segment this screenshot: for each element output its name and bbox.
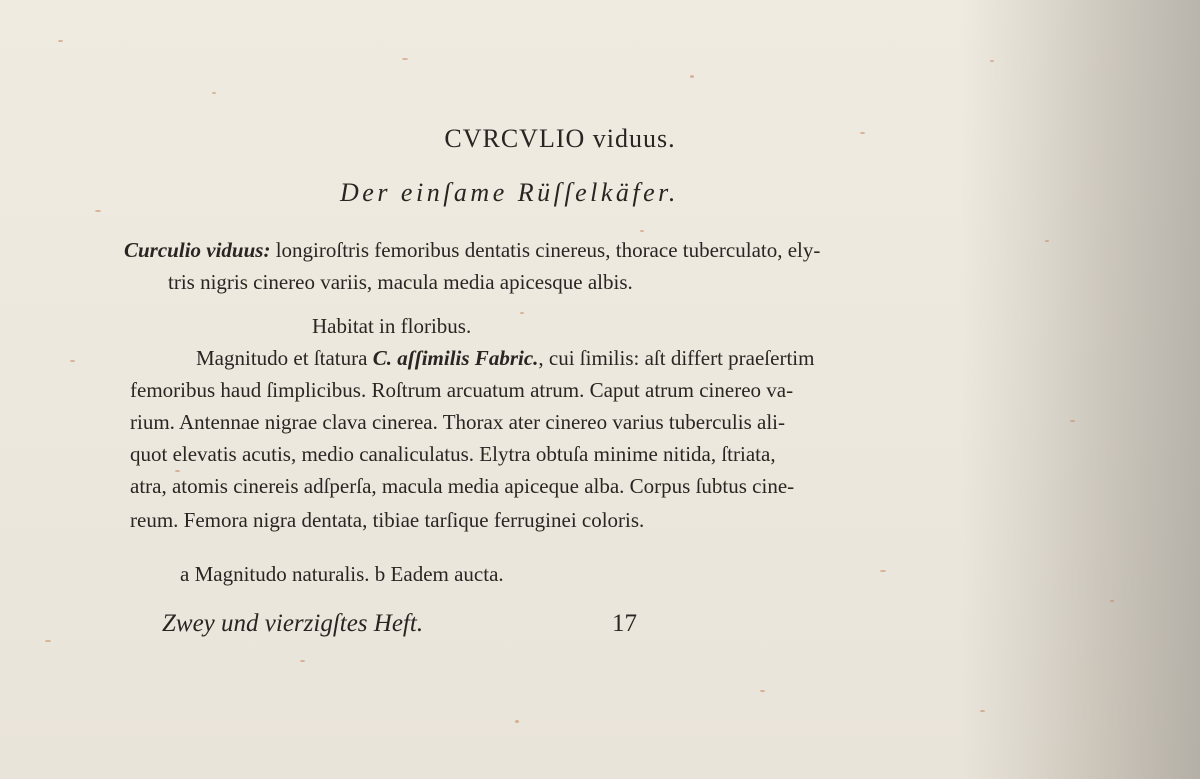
description-text: Magnitudo et ſtatura xyxy=(196,346,373,370)
species-name-italic: Curculio viduus: xyxy=(124,238,271,262)
habitat-line: Habitat in floribus. xyxy=(312,314,472,338)
description-line-6: reum. Femora nigra dentata, tibiae tarſique ferruginei coloris. xyxy=(130,508,645,532)
description-text: , cui ſimilis: aſt differt praeſertim xyxy=(538,346,815,370)
diagnosis-line-1 xyxy=(124,238,820,263)
description-line-1 xyxy=(196,346,814,371)
description-line-2: femoribus haud ſimplicibus. Roſtrum arcuatum atrum. Caput atrum cinereo va- xyxy=(130,378,794,402)
species-german-name: Der einſame Rüſſelkäfer. xyxy=(340,178,679,207)
figure-legend: a Magnitudo naturalis. b Eadem aucta. xyxy=(180,562,504,586)
diagnosis-text: longiroſtris femoribus dentatis cinereus, thorace tuberculato, ely- xyxy=(270,238,821,262)
page-number: 17 xyxy=(612,610,637,637)
signature-mark: Zwey und vierzigſtes Heft. xyxy=(162,610,424,637)
species-title: CVRCVLIO viduus. xyxy=(444,124,676,153)
description-line-5: atra, atomis cinereis adſperſa, macula media apiceque alba. Corpus ſubtus cine- xyxy=(130,474,795,498)
comparison-species-italic: C. aſſimilis Fabric. xyxy=(372,346,539,370)
description-line-4: quot elevatis acutis, medio canaliculatus. Elytra obtuſa minime nitida, ſtriata, xyxy=(130,442,776,466)
description-line-3: rium. Antennae nigrae clava cinerea. Thorax ater cinereo varius tuberculis ali- xyxy=(130,410,785,434)
diagnosis-line-2: tris nigris cinereo variis, macula media apicesque albis. xyxy=(168,270,633,294)
